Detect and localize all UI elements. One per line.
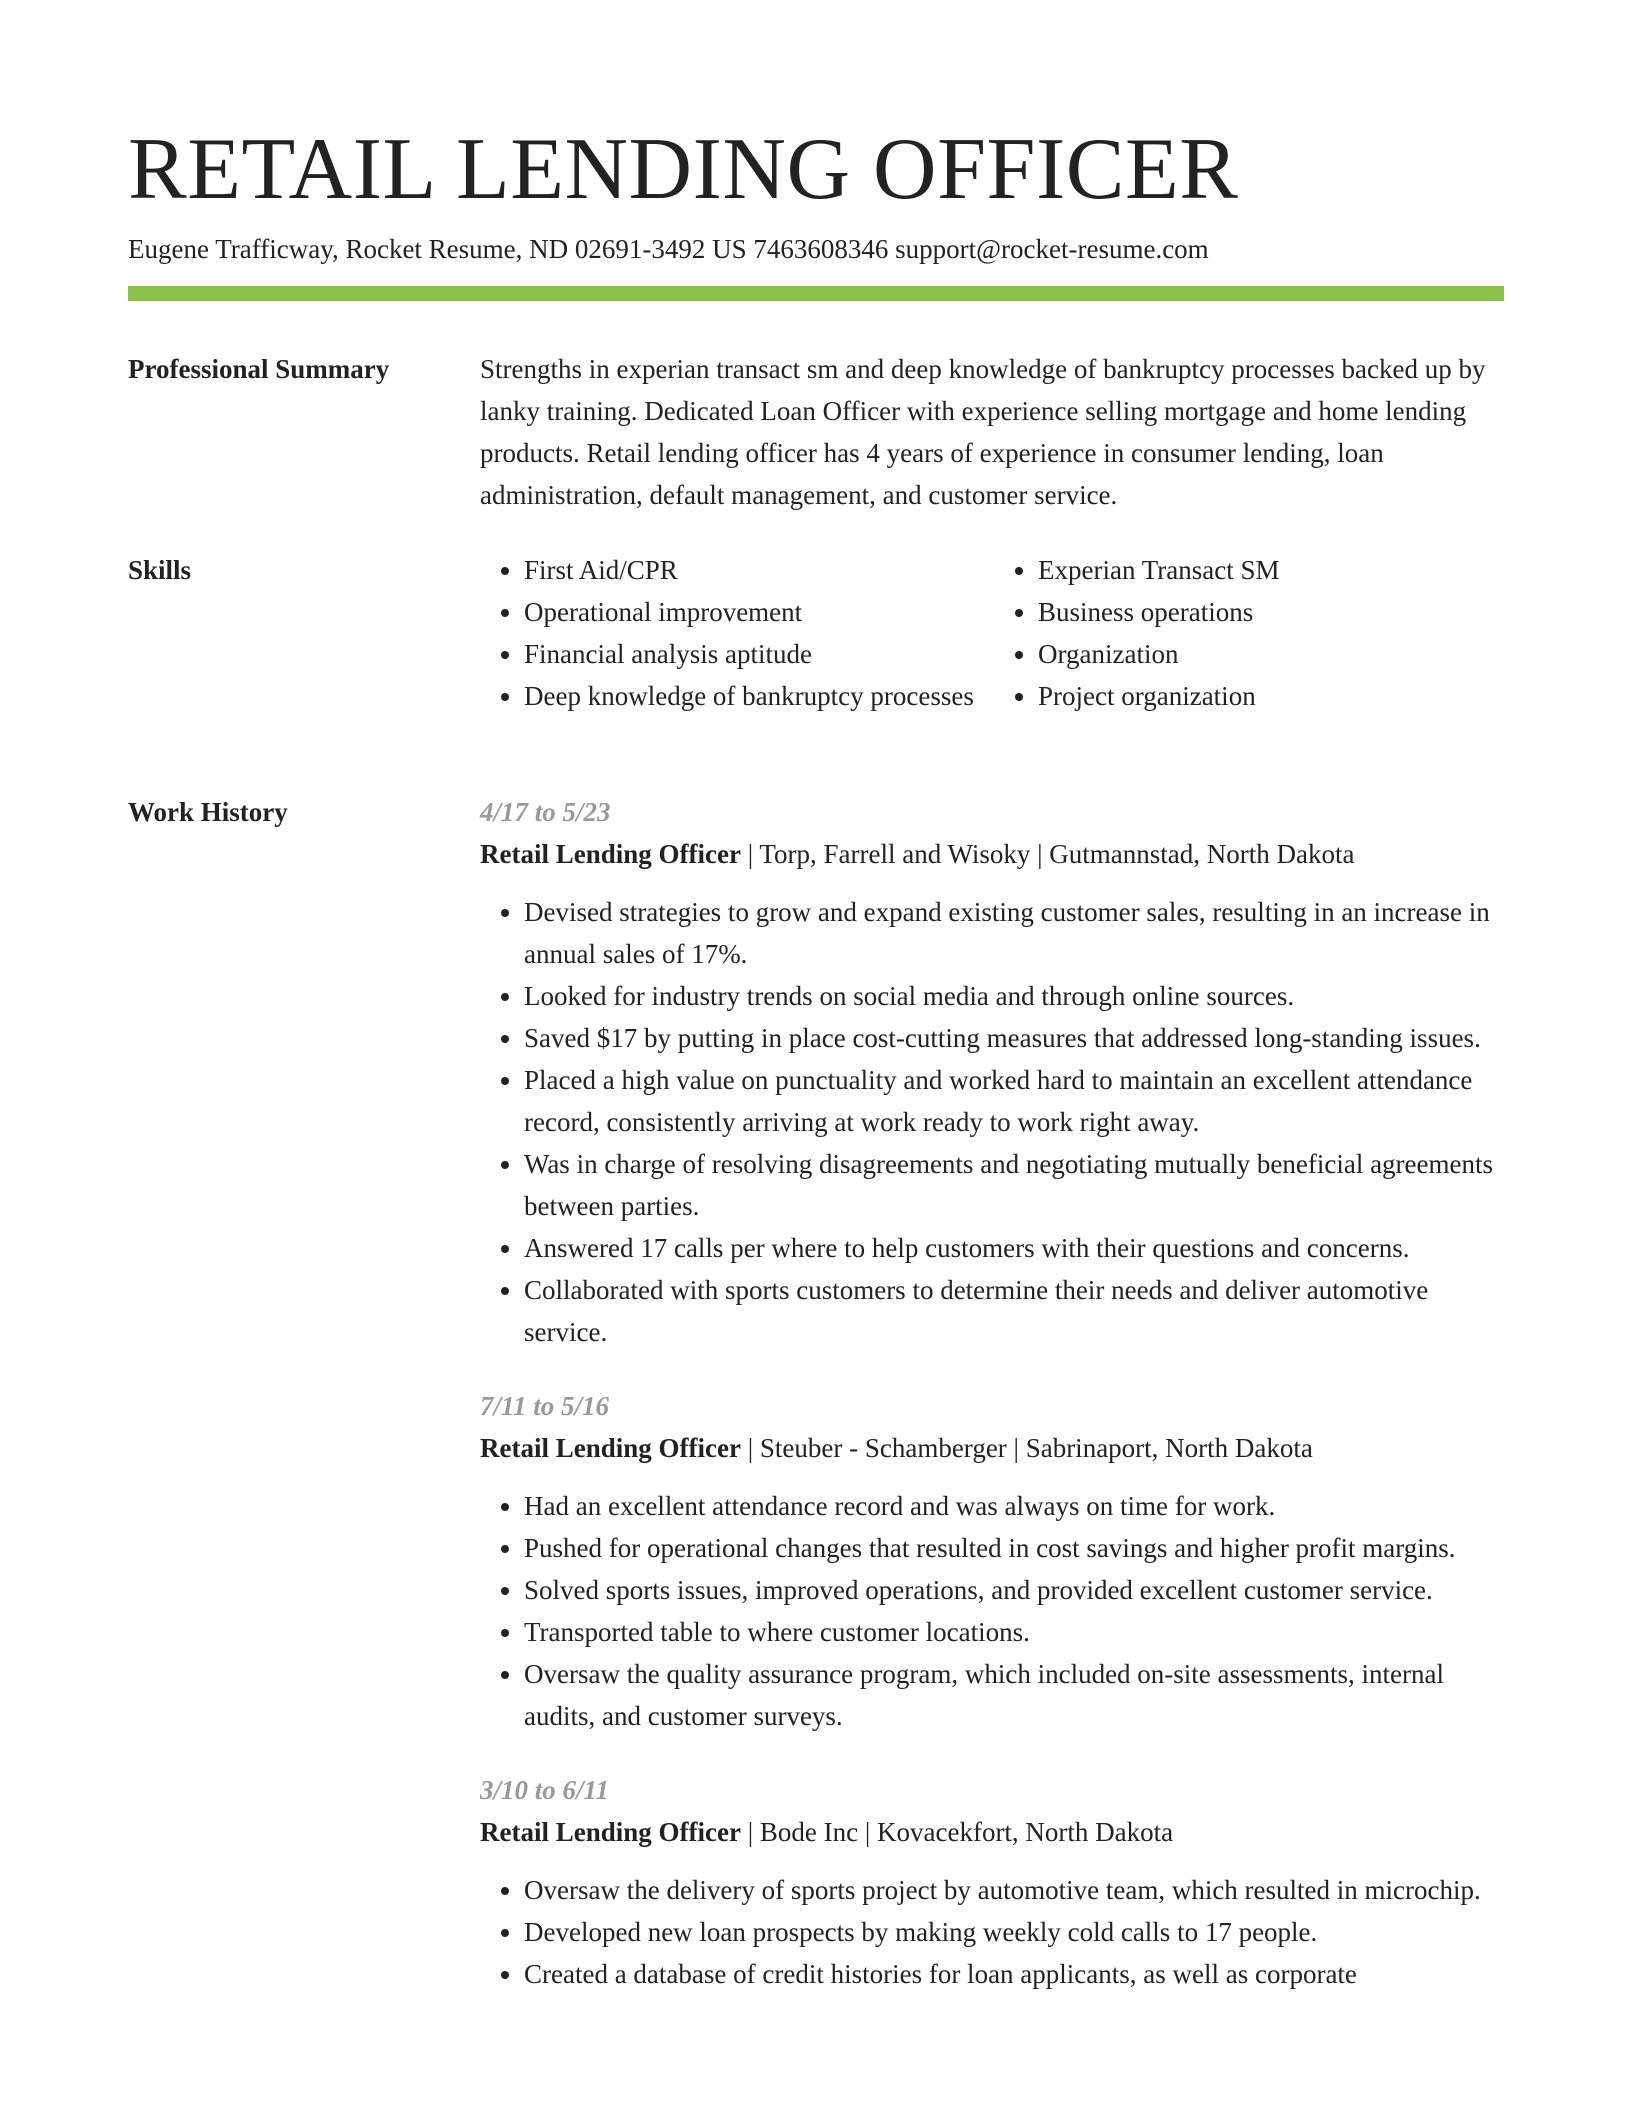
- job-entry: [480, 1385, 1504, 1737]
- skill-item: • Financial analysis aptitude: [524, 633, 984, 675]
- skills-body: [480, 549, 1504, 717]
- contact-line: Eugene Trafficway, Rocket Resume, ND 02691-3492 US 7463608346 support@rocket-resume.com: [128, 234, 1209, 264]
- skill-item: • Business operations: [1038, 591, 1498, 633]
- job-bullet: • Saved $17 by putting in place cost-cutting measures that addressed long-standing issues.: [524, 1017, 1504, 1059]
- job-bullets: [480, 891, 1504, 1353]
- job-dates: 3/10 to 6/11: [480, 1775, 610, 1805]
- resume-title: RETAIL LENDING OFFICER: [128, 121, 1239, 218]
- job-bullet: • Transported table to where customer locations.: [524, 1611, 1504, 1653]
- job-entry: [480, 1769, 1504, 1995]
- job-bullet: • Pushed for operational changes that resulted in cost savings and higher profit margins.: [524, 1527, 1504, 1569]
- skill-item: • First Aid/CPR: [524, 549, 984, 591]
- job-heading: [480, 1427, 1504, 1469]
- skill-item: • Deep knowledge of bankruptcy processes: [524, 675, 984, 717]
- section-label-work-history: Work History: [128, 797, 288, 827]
- job-entry: [480, 791, 1504, 1353]
- accent-divider: [128, 286, 1504, 301]
- job-bullet: • Answered 17 calls per where to help customers with their questions and concerns.: [524, 1227, 1504, 1269]
- job-bullet: • Solved sports issues, improved operations, and provided excellent customer service.: [524, 1569, 1504, 1611]
- job-bullet: • Looked for industry trends on social media and through online sources.: [524, 975, 1504, 1017]
- job-bullet: • Placed a high value on punctuality and worked hard to maintain an excellent attendance record, consistently arriving at work ready to work right away.: [524, 1059, 1504, 1143]
- job-bullet: • Devised strategies to grow and expand existing customer sales, resulting in an increase in annual sales of 17%.: [524, 891, 1504, 975]
- job-company-location: | Bode Inc | Kovacekfort, North Dakota: [740, 1817, 1174, 1847]
- job-heading: [480, 1811, 1504, 1853]
- skill-item: • Operational improvement: [524, 591, 984, 633]
- job-title: Retail Lending Officer: [480, 1433, 741, 1463]
- job-bullet: • Had an excellent attendance record and was always on time for work.: [524, 1485, 1504, 1527]
- job-company-location: | Steuber - Schamberger | Sabrinaport, North Dakota: [740, 1433, 1313, 1463]
- skill-item: • Organization: [1038, 633, 1498, 675]
- job-bullet: • Was in charge of resolving disagreements and negotiating mutually beneficial agreements between parties.: [524, 1143, 1504, 1227]
- job-title: Retail Lending Officer: [480, 839, 741, 869]
- section-label-summary: Professional Summary: [128, 354, 390, 384]
- skill-item: • Project organization: [1038, 675, 1498, 717]
- job-title: Retail Lending Officer: [480, 1817, 741, 1847]
- job-dates: 4/17 to 5/23: [480, 797, 611, 827]
- skill-item: • Experian Transact SM: [1038, 549, 1498, 591]
- job-company-location: | Torp, Farrell and Wisoky | Gutmannstad, North Dakota: [740, 839, 1355, 869]
- job-bullet: • Developed new loan prospects by making weekly cold calls to 17 people.: [524, 1911, 1504, 1953]
- job-bullet: • Collaborated with sports customers to determine their needs and deliver automotive service.: [524, 1269, 1504, 1353]
- job-bullet: • Oversaw the delivery of sports project by automotive team, which resulted in microchip.: [524, 1869, 1504, 1911]
- skills-list-right: [994, 549, 1498, 717]
- summary-text: Strengths in experian transact sm and deep knowledge of bankruptcy processes backed up by lanky training. Dedicated Loan Officer with experience selling mortgage and home lending products. Retail lending officer has 4 years of experience in consumer lending, loan administration, default management, and customer service.: [480, 354, 1486, 510]
- job-bullet: • Created a database of credit histories for loan applicants, as well as corporate: [524, 1953, 1504, 1995]
- job-dates: 7/11 to 5/16: [480, 1391, 610, 1421]
- skills-list-left: [480, 549, 984, 717]
- job-bullets: [480, 1869, 1504, 1995]
- work-history-body: [480, 791, 1504, 2027]
- job-bullet: • Oversaw the quality assurance program, which included on-site assessments, internal audits, and customer surveys.: [524, 1653, 1504, 1737]
- section-label-skills: Skills: [128, 555, 192, 585]
- summary-body: [480, 348, 1504, 516]
- job-bullets: [480, 1485, 1504, 1737]
- job-heading: [480, 833, 1504, 875]
